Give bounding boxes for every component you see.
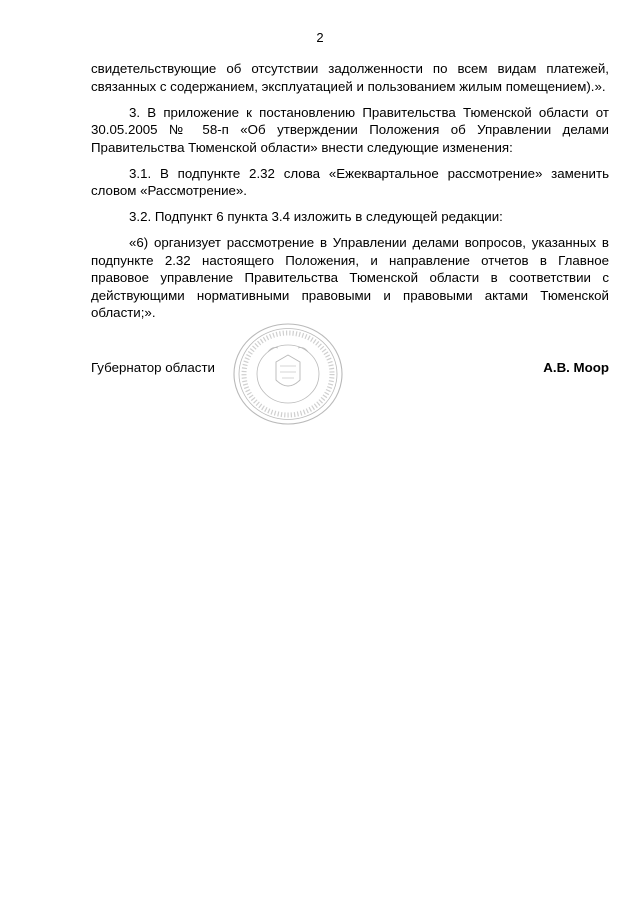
paragraph-continuation: свидетельствующие об отсутствии задолженности по всем видам платежей, связанных с содержанием, эксплуатацией и пользованием жилым помещением).». bbox=[91, 61, 609, 94]
document-body bbox=[91, 60, 609, 330]
signer-name: А.В. Моор bbox=[543, 360, 609, 375]
signature-block bbox=[91, 360, 609, 380]
paragraph-item-3-2: 3.2. Подпункт 6 пункта 3.4 изложить в следующей редакции: bbox=[129, 209, 503, 224]
paragraph-item-3: 3. В приложение к постановлению Правительства Тюменской области от 30.05.2005 № 58-п «Об утверждении Положения об Управлении делами Правительства Тюменской области» внести следующие изменения: bbox=[91, 104, 609, 155]
paragraph-quoted-text: «6) организует рассмотрение в Управлении делами вопросов, указанных в подпункте 2.32 настоящего Положения, и направление отчетов в Главное правовое управление Правительства Тюменской области в соответствии с действующими нормативными правовыми и правовыми актами Тюменской области;». bbox=[91, 235, 609, 320]
paragraph-item-3-1: 3.1. В подпункте 2.32 слова «Ежеквартальное рассмотрение» заменить словом «Рассмотрение». bbox=[91, 165, 609, 198]
page-number: 2 bbox=[316, 30, 324, 45]
signer-position: Губернатор области bbox=[91, 360, 215, 375]
